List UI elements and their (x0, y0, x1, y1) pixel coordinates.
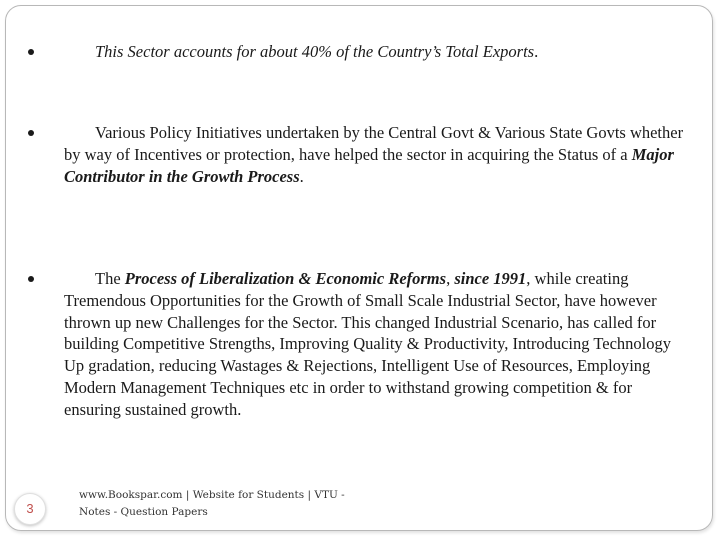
page-number: 3 (14, 493, 46, 525)
bullet-exports (64, 41, 684, 63)
bullet-text: . (299, 166, 304, 186)
bullet-liberalization (64, 268, 684, 421)
bullet-text-emphasis: Process of Liberalization & Economic Reforms (124, 269, 447, 288)
bullet-text: , while creating Tremendous Opportunities for the Growth of Small Scale Industrial Sector, have however thrown up new Challenges for the Sector. This changed Industrial Scenario, has called for building Competitive Strengths, Improving Quality & Productivity, Introducing Technology Up gradation, reducing Wastages & Rejections, Intelligent Use of Resources, Employing Modern Management Techniques etc in order to withstand growing competition & for ensuring sustained growth. (64, 269, 671, 419)
bullet-text: The (95, 269, 125, 288)
bullet-text-italic: This Sector accounts for about 40% of the Country’s Total Exports (95, 42, 535, 61)
bullet-policy-initiatives (64, 122, 684, 187)
bullet-text: Various Policy Initiatives undertaken by the Central Govt & Various State Govts whether by way of Incentives or protection, have helped the sector in acquiring the Status of a (64, 123, 684, 164)
bullet-text: . (534, 42, 539, 61)
bullet-dot-icon (28, 276, 34, 282)
bullet-dot-icon (28, 130, 34, 136)
bullet-dot-icon (28, 49, 34, 55)
bullet-text: , (446, 269, 455, 288)
footer-line-1: www.Bookspar.com | Website for Students | VTU - (79, 489, 345, 501)
footer-line-2: Notes - Question Papers (79, 506, 208, 518)
bullet-text-emphasis: Major Contributor in the Growth Process (64, 144, 674, 186)
bullet-text-emphasis: since 1991 (454, 269, 527, 288)
footer (79, 487, 379, 521)
